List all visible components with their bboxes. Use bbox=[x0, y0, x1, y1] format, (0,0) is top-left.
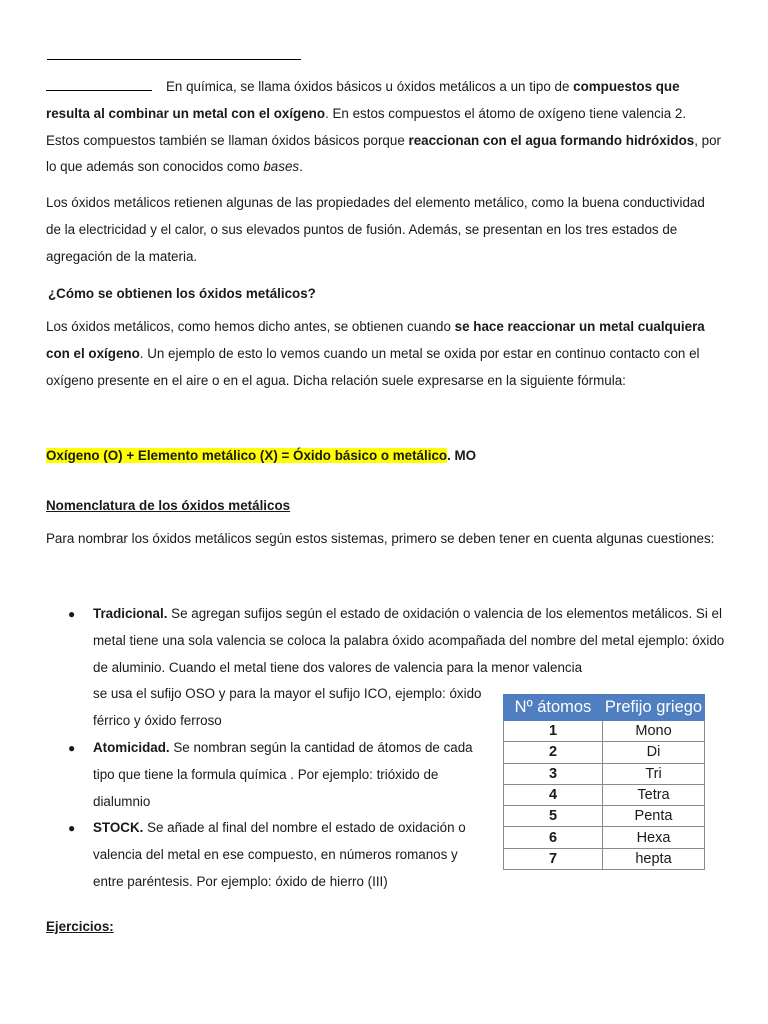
table-header-row bbox=[504, 695, 705, 721]
list-item-title: Tradicional. bbox=[93, 606, 168, 621]
section-heading-exercises-text: Ejercicios: bbox=[46, 919, 114, 934]
table-header-atoms: Nº átomos bbox=[504, 695, 603, 721]
obtain-bold: se hace reaccionar un metal cualquiera con el oxígeno bbox=[46, 319, 705, 361]
bullet-icon: ● bbox=[68, 607, 76, 621]
intro-bold-1: compuestos que resulta al combinar un metal con el oxígeno bbox=[46, 79, 680, 121]
table-cell-prefix: Tetra bbox=[603, 784, 705, 805]
list-item-body: Se agregan sufijos según el estado de oxidación o valencia de los elementos metálicos. Si el metal tiene una sola valencia se coloca la palabra óxido acompañada del nombre del metal ejemplo: óxido de aluminio. Cuando el metal tiene dos valores de valencia para la menor valencia bbox=[93, 606, 725, 675]
table-cell-number: 6 bbox=[504, 827, 603, 848]
intro-text-1: En química, se llama óxidos básicos u óxidos metálicos a un tipo de bbox=[166, 79, 574, 94]
section-heading-obtain-text: ¿Cómo se obtienen los óxidos metálicos? bbox=[48, 286, 316, 301]
list-item-body: Se añade al final del nombre el estado de oxidación o valencia del metal en ese compuesto, en números romanos y entre paréntesis. Por ejemplo: óxido de hierro (III) bbox=[93, 820, 466, 889]
intro-text-2: . En estos compuestos el átomo de oxígeno tiene valencia 2. Estos compuestos también se llaman óxidos básicos porque bbox=[46, 105, 687, 148]
section-heading-nomenclature-text: Nomenclatura de los óxidos metálicos bbox=[46, 498, 291, 513]
table-cell-prefix: Tri bbox=[603, 763, 705, 784]
list-item-title: Atomicidad. bbox=[93, 739, 170, 755]
obtain-text-2: . Un ejemplo de esto lo vemos cuando un metal se oxida por estar en continuo contacto con el oxígeno presente en el aire o en el agua. Dicha relación suele expresarse en la siguiente fórmula: bbox=[46, 345, 700, 388]
list-item-atomicity-text bbox=[93, 735, 491, 815]
table-row bbox=[504, 827, 705, 848]
list-item-traditional-text-b: se usa el sufijo OSO y para la mayor el sufijo ICO, ejemplo: óxido férrico y óxido ferroso bbox=[93, 686, 482, 729]
obtain-text-1: Los óxidos metálicos, como hemos dicho antes, se obtienen cuando bbox=[46, 319, 455, 334]
table-row bbox=[504, 784, 705, 805]
table-cell-number: 4 bbox=[504, 784, 603, 805]
list-item-stock-text bbox=[93, 815, 491, 895]
intro-italic: bases bbox=[263, 159, 300, 175]
intro-paragraph bbox=[46, 74, 722, 181]
formula-line bbox=[46, 443, 722, 470]
table-cell-number: 2 bbox=[504, 742, 603, 763]
table-cell-number: 3 bbox=[504, 763, 603, 784]
intro-text-4: . bbox=[299, 159, 303, 175]
bullet-icon: ● bbox=[68, 821, 76, 836]
table-cell-prefix: hepta bbox=[603, 848, 705, 869]
table-cell-number: 1 bbox=[504, 721, 603, 742]
table-row bbox=[504, 806, 705, 827]
properties-paragraph: Los óxidos metálicos retienen algunas de las propiedades del elemento metálico, como la buena conductividad de la electricidad y el calor, o sus elevados puntos de fusión. Además, se presentan en los tres estados de agregación de la materia. bbox=[46, 195, 705, 264]
obtain-paragraph bbox=[46, 314, 722, 394]
formula-suffix: . MO bbox=[447, 448, 477, 463]
table-row bbox=[504, 848, 705, 869]
section-heading-nomenclature bbox=[46, 493, 722, 520]
table-cell-prefix: Mono bbox=[603, 721, 705, 742]
table-row bbox=[504, 721, 705, 742]
fill-in-blank bbox=[46, 78, 152, 91]
bullet-icon: ● bbox=[68, 740, 76, 755]
formula-highlight: Oxígeno (O) + Elemento metálico (X) = Óxido básico o metálico bbox=[46, 448, 448, 463]
table-cell-number: 5 bbox=[504, 806, 603, 827]
table-cell-number: 7 bbox=[504, 848, 603, 869]
section-heading-exercises bbox=[46, 914, 722, 941]
intro-bold-2: reaccionan con el agua formando hidróxidos bbox=[408, 132, 695, 148]
nomenclature-intro: Para nombrar los óxidos metálicos según estos sistemas, primero se deben tener en cuenta algunas cuestiones: bbox=[46, 531, 715, 546]
list-item-traditional-text-a bbox=[93, 601, 733, 681]
table-row bbox=[504, 742, 705, 763]
title-blank-line bbox=[47, 59, 301, 60]
list-item-title: STOCK. bbox=[93, 820, 144, 836]
table-cell-prefix: Di bbox=[603, 742, 705, 763]
section-heading-obtain bbox=[48, 281, 724, 308]
list-item-body: Se nombran según la cantidad de átomos de cada tipo que tiene la formula química . Por ejemplo: trióxido de dialumnio bbox=[93, 739, 473, 809]
greek-prefix-table bbox=[503, 694, 705, 870]
table-cell-prefix: Hexa bbox=[603, 827, 705, 848]
table-header-prefix: Prefijo griego bbox=[603, 695, 705, 721]
table-row bbox=[504, 763, 705, 784]
intro-text-3: , por lo que además son conocidos como bbox=[46, 132, 722, 175]
table-cell-prefix: Penta bbox=[603, 806, 705, 827]
